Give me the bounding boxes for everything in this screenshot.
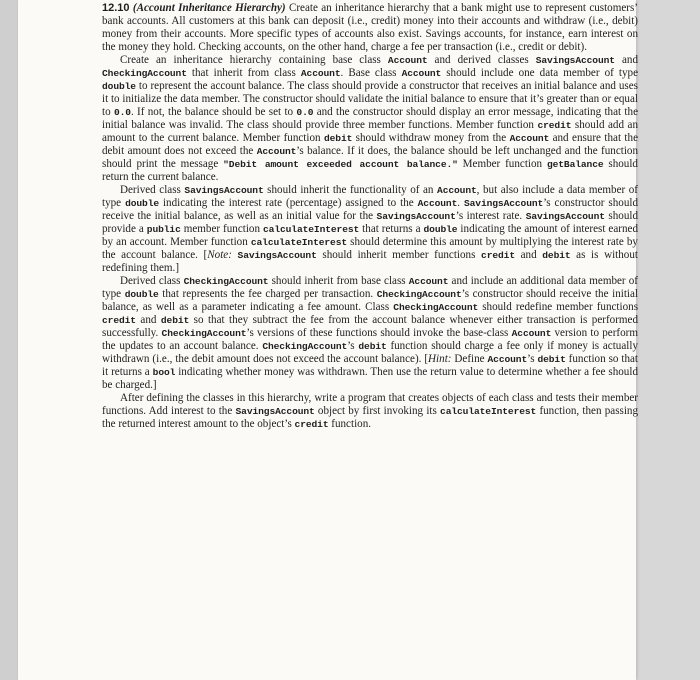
code-term: Account xyxy=(511,328,552,339)
code-term: debit xyxy=(160,315,190,326)
text-run: that returns a xyxy=(359,223,424,235)
code-term: SavingsAccount xyxy=(237,250,317,261)
text-run: and xyxy=(515,249,543,261)
text-run: that represents the fee charged per transaction. xyxy=(158,288,377,300)
code-term: SavingsAccount xyxy=(376,211,456,222)
code-term: double xyxy=(125,198,160,209)
text-run: function so that it returns a xyxy=(102,353,638,378)
text-run: and include an additional data member of type xyxy=(102,275,638,300)
text-run: Derived class xyxy=(120,275,184,287)
text-run: ’s versions of these functions should invoke the base-class xyxy=(246,327,512,339)
code-term: SavingsAccount xyxy=(184,185,264,196)
text-run: ’s balance. If it does, the balance should be left unchanged and the function should print the message xyxy=(102,145,638,170)
code-term: 0.0 xyxy=(296,107,314,118)
paragraph-account xyxy=(102,54,638,184)
text-run: ’s constructor should receive the initial balance, as well as a parameter indicating a fee amount. Class xyxy=(102,288,639,313)
text-run: function should charge a fee only if money is actually withdrawn (i.e., the debit amount does not exceed the account balance). [ xyxy=(102,340,638,365)
text-run: , but also include a data member of type xyxy=(102,184,638,209)
code-term: Account xyxy=(408,276,449,287)
code-term: Account xyxy=(300,68,341,79)
italic-note: Hint: xyxy=(428,353,452,365)
text-run: function, then passing the returned interest amount to the object’s xyxy=(102,405,639,430)
text-run: Create an inheritance hierarchy containing base class xyxy=(120,54,388,66)
code-term: calculateInterest xyxy=(440,406,537,417)
text-run: as is without redefining them.] xyxy=(102,249,638,274)
code-term: Account xyxy=(401,68,442,79)
code-term: credit xyxy=(481,250,515,261)
right-margin xyxy=(636,0,700,680)
italic-note: Note: xyxy=(207,249,232,261)
code-term: SavingsAccount xyxy=(535,55,615,66)
code-term: debit xyxy=(537,354,566,365)
code-term: Account xyxy=(487,354,528,365)
code-term: debit xyxy=(358,341,387,352)
text-run: ’s xyxy=(347,340,359,352)
code-term: 0.0 xyxy=(113,107,131,118)
text-run: should return the current balance. xyxy=(102,158,638,183)
code-term: SavingsAccount xyxy=(463,198,544,209)
code-term: CheckingAccount xyxy=(161,328,247,339)
text-run: ’s interest rate. xyxy=(455,210,526,222)
code-term: "Debit amount exceeded account balance." xyxy=(223,159,458,170)
text-run: . If not, the balance should be set to xyxy=(130,106,297,118)
textbook-page xyxy=(18,0,639,680)
code-term: calculateInterest xyxy=(250,237,348,248)
code-term: double xyxy=(102,81,136,92)
text-run: object by first invoking its xyxy=(314,405,441,417)
text-run: Define xyxy=(451,353,488,365)
text-run: should provide a xyxy=(102,210,638,235)
paragraph-savings-account xyxy=(102,184,638,275)
code-term: Account xyxy=(509,133,550,144)
code-term: Account xyxy=(417,198,458,209)
paragraph-test-program xyxy=(102,392,638,431)
text-run: ’s xyxy=(527,353,538,365)
text-run: and the constructor should display an error message, indicating that the initial balance was invalid. The class should provide three member functions. Member function xyxy=(102,106,638,131)
text-run: and ensure that the debit amount does not exceed the xyxy=(102,132,638,157)
code-term: bool xyxy=(152,367,176,378)
code-term: Account xyxy=(256,146,297,157)
text-run: member function xyxy=(180,223,264,235)
left-margin xyxy=(0,0,18,680)
code-term: CheckingAccount xyxy=(262,341,348,352)
exercise-title: (Account Inheritance Hierarchy) xyxy=(132,2,286,14)
text-run: indicating whether money was withdrawn. Then use the return value to determine whether a fee should be charged.] xyxy=(102,366,638,391)
code-term: getBalance xyxy=(546,159,604,170)
code-term: debit xyxy=(323,133,353,144)
paragraph-checking-account xyxy=(102,275,638,392)
code-term: double xyxy=(423,224,458,235)
code-term: CheckingAccount xyxy=(102,68,187,79)
code-term: double xyxy=(124,289,159,300)
text-run: indicating the interest rate (percentage) assigned to the xyxy=(159,197,418,209)
code-term: CheckingAccount xyxy=(183,276,269,287)
text-run: should redefine member functions xyxy=(478,301,639,313)
code-term: credit xyxy=(102,315,136,326)
text-run: to represent the account balance. The class should provide a constructor that receives an initial balance and uses it to initialize the data member. The constructor should validate the initial balance to ensure that it’s greater than or equal to xyxy=(102,80,638,118)
text-run: should add an amount to the current balance. Member function xyxy=(102,119,638,144)
text-run: After defining the classes in this hierarchy, write a program that creates objects of each class and tests their member functions. Add interest to the xyxy=(102,392,638,417)
code-term: SavingsAccount xyxy=(235,406,315,417)
text-run: so that they subtract the fee from the account balance whenever either transaction is performed successfully. xyxy=(102,314,638,339)
text-run: and xyxy=(135,314,161,326)
text-run: and derived classes xyxy=(427,54,536,66)
code-term: CheckingAccount xyxy=(393,302,479,313)
text-run: should inherit member functions xyxy=(316,249,482,261)
intro-text: Create an inheritance hierarchy that a bank might use to represent customers’ bank accounts. All customers at this bank can deposit (i.e., credit) money into their accounts and withdraw (i.e., debit) money from their accounts. More specific types of accounts also exist. Savings accounts, for instance, earn interest on the money they hold. Checking accounts, on the other hand, charge a fee per transaction (i.e., credit or debit). xyxy=(102,2,638,53)
text-run: Derived class xyxy=(120,184,185,196)
text-run: ’s constructor should receive the initial balance, as well as an initial value for the xyxy=(102,197,638,222)
text-run: and xyxy=(614,54,638,66)
exercise-text xyxy=(102,2,638,431)
text-run: . xyxy=(457,197,464,209)
code-term: credit xyxy=(294,419,329,430)
text-run: should withdraw money from the xyxy=(352,132,510,144)
text-run: indicating the amount of interest earned by an account. Member function xyxy=(102,223,638,248)
exercise-number: 12.10 xyxy=(102,2,130,14)
text-run: should inherit from base class xyxy=(268,275,409,287)
text-run: . Base class xyxy=(340,67,402,79)
text-run: should include one data member of type xyxy=(441,67,638,79)
text-run: function. xyxy=(328,418,372,430)
exercise-intro xyxy=(102,2,638,54)
code-term: credit xyxy=(537,120,572,131)
code-term: calculateInterest xyxy=(263,224,360,235)
text-run: version to perform the updates to an account balance. xyxy=(102,327,638,352)
code-term: SavingsAccount xyxy=(525,211,605,222)
text-run: should determine this amount by multiplying the interest rate by the account balance. [ xyxy=(102,236,638,261)
text-run: that inherit from class xyxy=(186,67,301,79)
code-term: Account xyxy=(437,185,477,196)
code-term: public xyxy=(146,224,181,235)
code-term: Account xyxy=(387,55,428,66)
text-run: should inherit the functionality of an xyxy=(263,184,438,196)
code-term: debit xyxy=(542,250,571,261)
text-run: Member function xyxy=(457,158,547,170)
code-term: CheckingAccount xyxy=(376,289,462,300)
